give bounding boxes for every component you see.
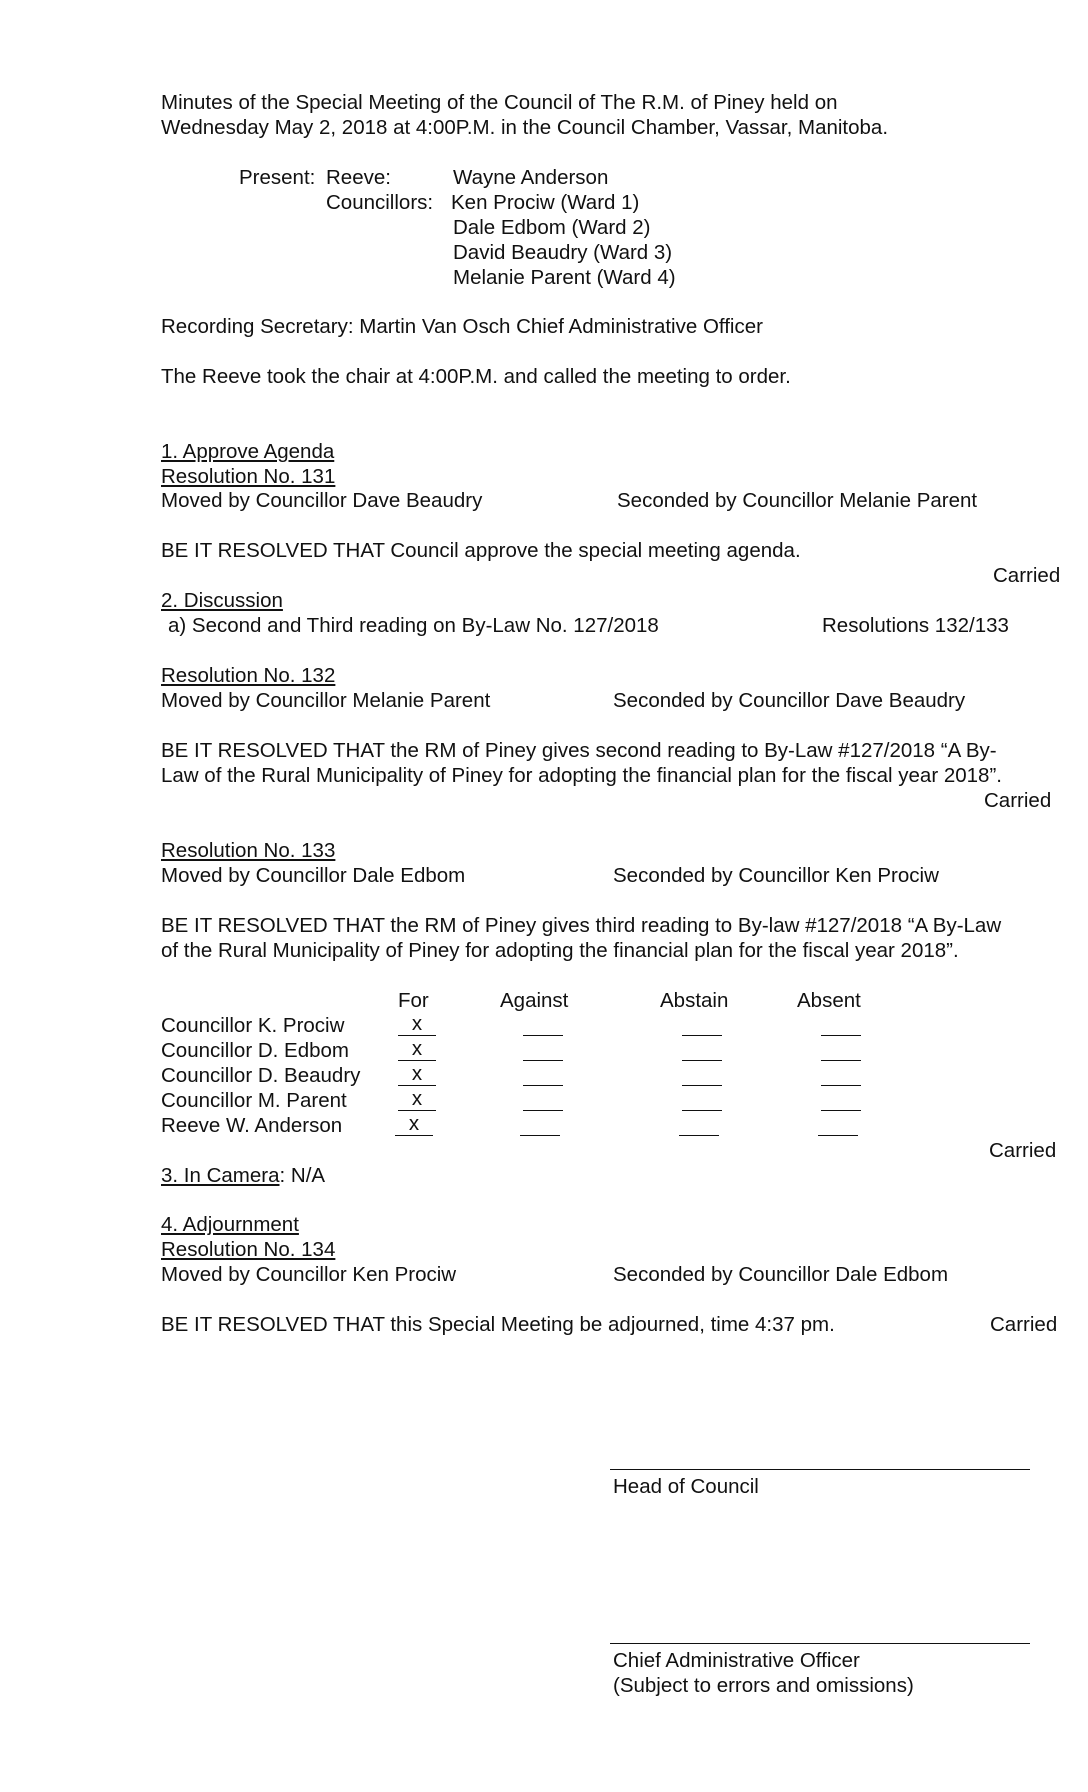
vote-header-absent: Absent <box>797 989 861 1012</box>
vote-absent-line <box>821 1085 861 1086</box>
vote-for-mark: x <box>411 1037 423 1060</box>
reeve-label: Reeve: <box>326 166 391 189</box>
present-label: Present: <box>239 166 316 189</box>
vote-abstain-line <box>679 1135 719 1136</box>
vote-row-name: Councillor K. Prociw <box>161 1014 345 1037</box>
vote-abstain-line <box>682 1110 722 1111</box>
resolution-133-number: Resolution No. 133 <box>161 839 336 862</box>
vote-header-for: For <box>398 989 429 1012</box>
errors-omissions-note: (Subject to errors and omissions) <box>613 1674 914 1697</box>
resolution-134-text: BE IT RESOLVED THAT this Special Meeting be adjourned, time 4:37 pm. <box>161 1313 835 1336</box>
discussion-item-a-refs: Resolutions 132/133 <box>822 614 1009 637</box>
resolution-134-number: Resolution No. 134 <box>161 1238 336 1261</box>
cao-label: Chief Administrative Officer <box>613 1649 860 1672</box>
councillor-name: Melanie Parent (Ward 4) <box>453 266 676 289</box>
cao-signature-line <box>610 1643 1030 1644</box>
vote-absent-line <box>818 1135 858 1136</box>
section-3-line <box>161 1163 325 1188</box>
recording-secretary: Recording Secretary: Martin Van Osch Chief Administrative Officer <box>161 315 763 338</box>
reeve-name: Wayne Anderson <box>453 166 609 189</box>
vote-for-mark: x <box>408 1112 420 1135</box>
vote-for-line <box>395 1135 433 1136</box>
vote-absent-line <box>821 1035 861 1036</box>
vote-row-name: Councillor D. Beaudry <box>161 1064 361 1087</box>
vote-for-mark: x <box>411 1012 423 1035</box>
head-of-council-label: Head of Council <box>613 1475 759 1498</box>
resolution-133-text-line-2: of the Rural Municipality of Piney for adopting the financial plan for the fiscal year 2018”. <box>161 939 959 962</box>
vote-abstain-line <box>682 1085 722 1086</box>
section-2-heading: 2. Discussion <box>161 589 283 612</box>
vote-against-line <box>523 1085 563 1086</box>
discussion-item-a: a) Second and Third reading on By-Law No. 127/2018 <box>168 614 659 637</box>
head-of-council-signature-line <box>610 1469 1030 1470</box>
chair-statement: The Reeve took the chair at 4:00P.M. and called the meeting to order. <box>161 365 791 388</box>
resolution-133-status: Carried <box>989 1139 1057 1162</box>
resolution-132-status: Carried <box>984 789 1052 812</box>
resolution-134-status: Carried <box>990 1313 1058 1336</box>
resolution-131-number: Resolution No. 131 <box>161 465 336 488</box>
resolution-132-number: Resolution No. 132 <box>161 664 336 687</box>
resolution-131-status: Carried <box>993 564 1061 587</box>
vote-absent-line <box>821 1110 861 1111</box>
vote-for-mark: x <box>411 1062 423 1085</box>
vote-header-abstain: Abstain <box>660 989 729 1012</box>
section-4-heading: 4. Adjournment <box>161 1213 299 1236</box>
section-1-heading: 1. Approve Agenda <box>161 440 335 463</box>
vote-row-name: Reeve W. Anderson <box>161 1114 343 1137</box>
resolution-132-moved: Moved by Councillor Melanie Parent <box>161 689 491 712</box>
councillor-name: Dale Edbom (Ward 2) <box>453 216 651 239</box>
section-3-heading: 3. In Camera <box>161 1164 280 1187</box>
resolution-131-moved: Moved by Councillor Dave Beaudry <box>161 489 483 512</box>
resolution-134-seconded: Seconded by Councillor Dale Edbom <box>613 1263 949 1286</box>
resolution-131-seconded: Seconded by Councillor Melanie Parent <box>617 489 978 512</box>
header-line-1: Minutes of the Special Meeting of the Council of The R.M. of Piney held on <box>161 91 838 114</box>
vote-against-line <box>520 1135 560 1136</box>
councillor-name: David Beaudry (Ward 3) <box>453 241 673 264</box>
vote-for-mark: x <box>411 1087 423 1110</box>
resolution-131-text: BE IT RESOLVED THAT Council approve the special meeting agenda. <box>161 539 801 562</box>
vote-against-line <box>523 1035 563 1036</box>
resolution-132-text-line-2: Law of the Rural Municipality of Piney for adopting the financial plan for the fiscal year 2018”. <box>161 764 1002 787</box>
councillor-name: Ken Prociw (Ward 1) <box>451 191 640 214</box>
vote-header-against: Against <box>500 989 569 1012</box>
resolution-132-text-line-1: BE IT RESOLVED THAT the RM of Piney gives second reading to By-Law #127/2018 “A By- <box>161 739 997 762</box>
resolution-134-moved: Moved by Councillor Ken Prociw <box>161 1263 457 1286</box>
resolution-132-seconded: Seconded by Councillor Dave Beaudry <box>613 689 966 712</box>
vote-against-line <box>523 1110 563 1111</box>
vote-abstain-line <box>682 1035 722 1036</box>
vote-row-name: Councillor D. Edbom <box>161 1039 349 1062</box>
vote-against-line <box>523 1060 563 1061</box>
vote-absent-line <box>821 1060 861 1061</box>
vote-abstain-line <box>682 1060 722 1061</box>
resolution-133-text-line-1: BE IT RESOLVED THAT the RM of Piney gives third reading to By-law #127/2018 “A By-Law <box>161 914 1002 937</box>
resolution-133-seconded: Seconded by Councillor Ken Prociw <box>613 864 939 887</box>
councillors-label: Councillors: <box>326 191 434 214</box>
section-3-value: : N/A <box>279 1164 326 1187</box>
header-line-2: Wednesday May 2, 2018 at 4:00P.M. in the Council Chamber, Vassar, Manitoba. <box>161 116 889 139</box>
vote-row-name: Councillor M. Parent <box>161 1089 347 1112</box>
resolution-133-moved: Moved by Councillor Dale Edbom <box>161 864 466 887</box>
